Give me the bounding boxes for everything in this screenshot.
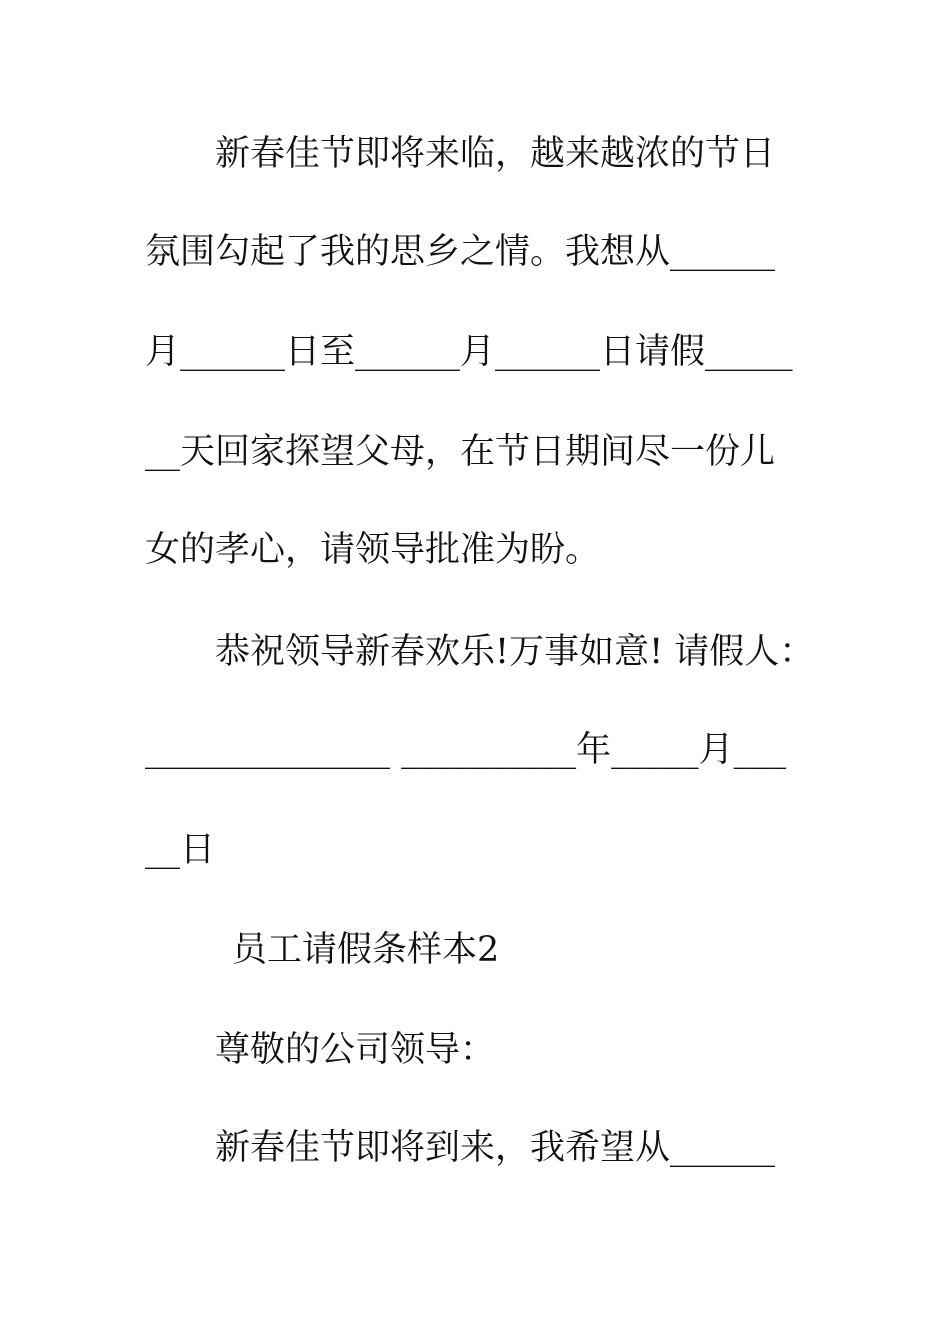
greeting-line: 恭祝领导新春欢乐!万事如意! 请假人： — [215, 632, 815, 672]
paragraph-line-1: 新春佳节即将来临，越来越浓的节日 — [215, 134, 776, 174]
date-day-line: __日 — [145, 830, 216, 870]
signature-date-line: ______________ __________年_____月___ — [145, 730, 787, 770]
salutation: 尊敬的公司领导： — [215, 1030, 496, 1070]
paragraph-line-4: __天回家探望父母，在节日期间尽一份儿 — [145, 432, 776, 472]
paragraph-line-3: 月______日至______月______日请假_____ — [145, 332, 793, 372]
section-title: 员工请假条样本2 — [232, 930, 500, 970]
paragraph-line-5: 女的孝心，请领导批准为盼。 — [145, 530, 601, 570]
paragraph-line-2: 氛围勾起了我的思乡之情。我想从______ — [145, 232, 776, 272]
paragraph-2-line-1: 新春佳节即将到来，我希望从______ — [215, 1128, 776, 1168]
